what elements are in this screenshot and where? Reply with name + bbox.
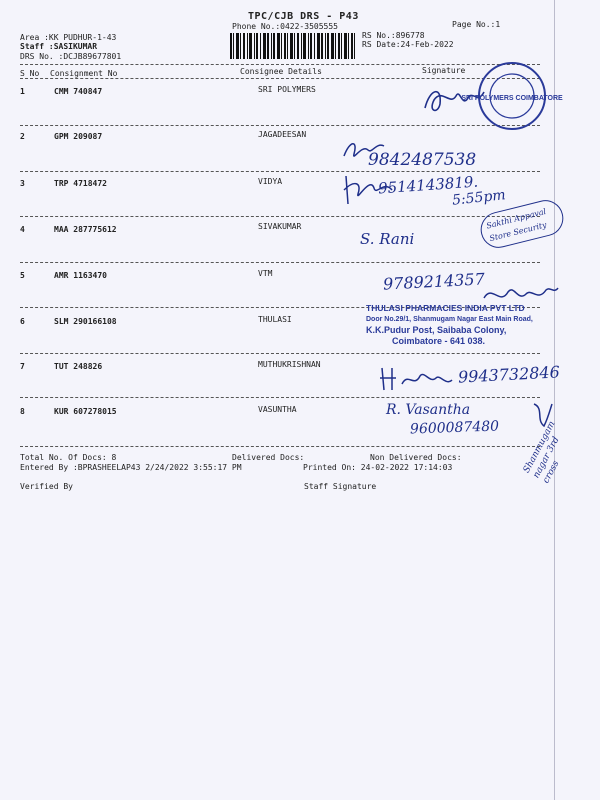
row-4-consignee: SIVAKUMAR <box>258 222 302 231</box>
handwritten-phone-row-5: 9789214357 <box>382 269 486 294</box>
row-3-consignee: VIDYA <box>258 177 283 186</box>
drs-number: DRS No. :DCJB89677801 <box>20 52 122 61</box>
pharmacy-stamp-line-3: K.K.Pudur Post, Saibaba Colony, <box>366 325 507 335</box>
barcode <box>230 33 355 59</box>
row-5-consignment: AMR 1163470 <box>54 271 107 280</box>
area-label: Area :KK PUDHUR-1-43 <box>20 33 117 42</box>
signature-row-7 <box>378 364 458 394</box>
phone-number: Phone No.:0422-3505555 <box>232 22 338 31</box>
row-7-sno: 7 <box>20 362 25 371</box>
row-2-sno: 2 <box>20 132 25 141</box>
col-consignment: Consignment No <box>50 69 118 78</box>
staff-label: Staff :SASIKUMAR <box>20 42 98 51</box>
row-5-sno: 5 <box>20 271 25 280</box>
rs-number: RS No.:896778 <box>362 31 425 40</box>
verified-by: Verified By <box>20 482 73 491</box>
row-divider <box>20 353 540 354</box>
row-8-sno: 8 <box>20 407 25 416</box>
row-2-consignee: JAGADEESAN <box>258 130 307 139</box>
row-1-consignee: SRI POLYMERS <box>258 85 316 94</box>
handwritten-note-row-4: Sakthi Appaval Store Security <box>477 196 567 251</box>
round-company-stamp <box>461 60 563 132</box>
row-4-consignment: MAA 287775612 <box>54 225 117 234</box>
total-docs: Total No. Of Docs: 8 <box>20 453 117 462</box>
row-divider <box>20 125 540 126</box>
non-delivered-docs: Non Delivered Docs: <box>370 453 462 462</box>
row-divider <box>20 446 540 447</box>
col-signature: Signature <box>422 66 466 75</box>
document-title: TPC/CJB DRS - P43 <box>248 11 359 22</box>
row-6-consignee: THULASI <box>258 315 292 324</box>
col-sno: S No <box>20 69 40 78</box>
col-consignee: Consignee Details <box>240 67 322 76</box>
entered-by: Entered By :BPRASHEELAP43 2/24/2022 3:55:17 PM <box>20 463 242 472</box>
pharmacy-stamp-line-2: Door No.29/1, Shanmugam Nagar East Main Road, <box>366 316 533 323</box>
row-5-consignee: VTM <box>258 269 273 278</box>
stamp-text: SRI POLYMERS COIMBATORE <box>461 95 563 102</box>
row-divider <box>20 397 540 398</box>
row-divider <box>20 216 540 217</box>
row-1-consignment: CMM 740847 <box>54 87 103 96</box>
staff-signature: Staff Signature <box>304 482 377 491</box>
handwritten-phone-row-2: 9842487538 <box>368 150 477 170</box>
handwritten-note-row-8: Shanmugam nagar 3rd cross <box>521 419 562 486</box>
row-divider <box>20 171 540 172</box>
row-4-sno: 4 <box>20 225 25 234</box>
printed-on: Printed On: 24-02-2022 17:14:03 <box>303 463 453 472</box>
header-divider-top <box>20 64 540 65</box>
row-8-consignee: VASUNTHA <box>258 405 297 414</box>
row-6-sno: 6 <box>20 317 25 326</box>
row-3-consignment: TRP 4718472 <box>54 179 107 188</box>
pharmacy-stamp-line-1: THULASI PHARMACIES INDIA PVT LTD <box>366 303 525 313</box>
pharmacy-stamp <box>366 303 546 351</box>
row-divider <box>20 262 540 263</box>
handwritten-phone-row-8: 9600087480 <box>409 418 500 438</box>
page-number: Page No.:1 <box>452 20 501 29</box>
delivered-docs: Delivered Docs: <box>232 453 305 462</box>
handwritten-phone-row-3: 9514143819. <box>377 172 479 198</box>
pharmacy-stamp-line-4: Coimbatore - 641 038. <box>392 336 486 346</box>
row-2-consignment: GPM 209087 <box>54 132 103 141</box>
row-6-consignment: SLM 290166108 <box>54 317 117 326</box>
row-1-sno: 1 <box>20 87 25 96</box>
row-7-consignment: TUT 248826 <box>54 362 103 371</box>
row-7-consignee: MUTHUKRISHNAN <box>258 360 321 369</box>
page-margin-line <box>554 0 555 800</box>
row-3-sno: 3 <box>20 179 25 188</box>
row-8-consignment: KUR 607278015 <box>54 407 117 416</box>
handwritten-name-row-4: S. Rani <box>360 230 415 248</box>
handwritten-phone-row-7: 9943732846 <box>457 362 561 387</box>
handwritten-name-row-8: R. Vasantha <box>386 402 471 418</box>
rs-date: RS Date:24-Feb-2022 <box>362 40 454 49</box>
handwritten-time-row-3: 5:55pm <box>451 187 507 209</box>
